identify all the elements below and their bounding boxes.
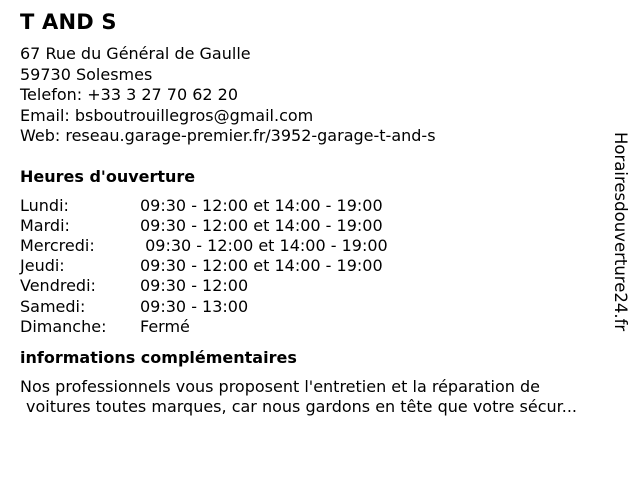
hours-title: Heures d'ouverture: [20, 166, 196, 186]
business-name: T AND S: [20, 10, 117, 34]
info-text: [20, 377, 630, 418]
hours-row-sunday: [20, 317, 620, 337]
email: Email: bsboutrouillegros@gmail.com: [20, 105, 314, 125]
day-hours: 09:30 - 12:00 et 14:00 - 19:00: [140, 215, 383, 235]
info-line-1: Nos professionnels vous proposent l'entretien et la réparation de: [20, 376, 540, 396]
day-hours: 09:30 - 13:00: [140, 296, 249, 316]
business-card: [20, 8, 620, 418]
day-hours: 09:30 - 12:00 et 14:00 - 19:00: [140, 256, 383, 276]
address-line-1: 67 Rue du Général de Gaulle: [20, 44, 251, 63]
hours-row-wednesday: [20, 236, 620, 256]
hours-row-saturday: [20, 297, 620, 317]
day-hours: 09:30 - 12:00 et 14:00 - 19:00: [140, 195, 383, 215]
address-line-2: 59730 Solesmes: [20, 64, 153, 84]
hours-row-monday: [20, 196, 620, 216]
day-label: Mercredi:: [20, 235, 95, 255]
day-hours: Fermé: [140, 316, 190, 336]
day-label: Jeudi:: [20, 256, 65, 276]
day-label: Dimanche:: [20, 316, 107, 336]
day-hours: 09:30 - 12:00: [140, 276, 249, 296]
hours-row-tuesday: [20, 216, 620, 236]
contact-block: [20, 44, 620, 147]
side-brand-text: Horairesdouverture24.fr: [611, 132, 630, 332]
phone: Telefon: +33 3 27 70 62 20: [20, 85, 239, 104]
info-title: informations complémentaires: [20, 347, 297, 367]
day-label: Vendredi:: [20, 276, 96, 296]
side-brand-watermark: [608, 132, 632, 344]
website: Web: reseau.garage-premier.fr/3952-garage-t-and-s: [20, 126, 436, 145]
day-label: Lundi:: [20, 195, 69, 215]
day-label: Mardi:: [20, 215, 70, 235]
hours-table: [20, 196, 620, 337]
day-hours: 09:30 - 12:00 et 14:00 - 19:00: [140, 235, 388, 255]
day-label: Samedi:: [20, 296, 86, 316]
hours-row-thursday: [20, 256, 620, 276]
info-line-2: voitures toutes marques, car nous gardons en tête que votre sécur...: [26, 397, 577, 417]
hours-row-friday: [20, 276, 620, 296]
